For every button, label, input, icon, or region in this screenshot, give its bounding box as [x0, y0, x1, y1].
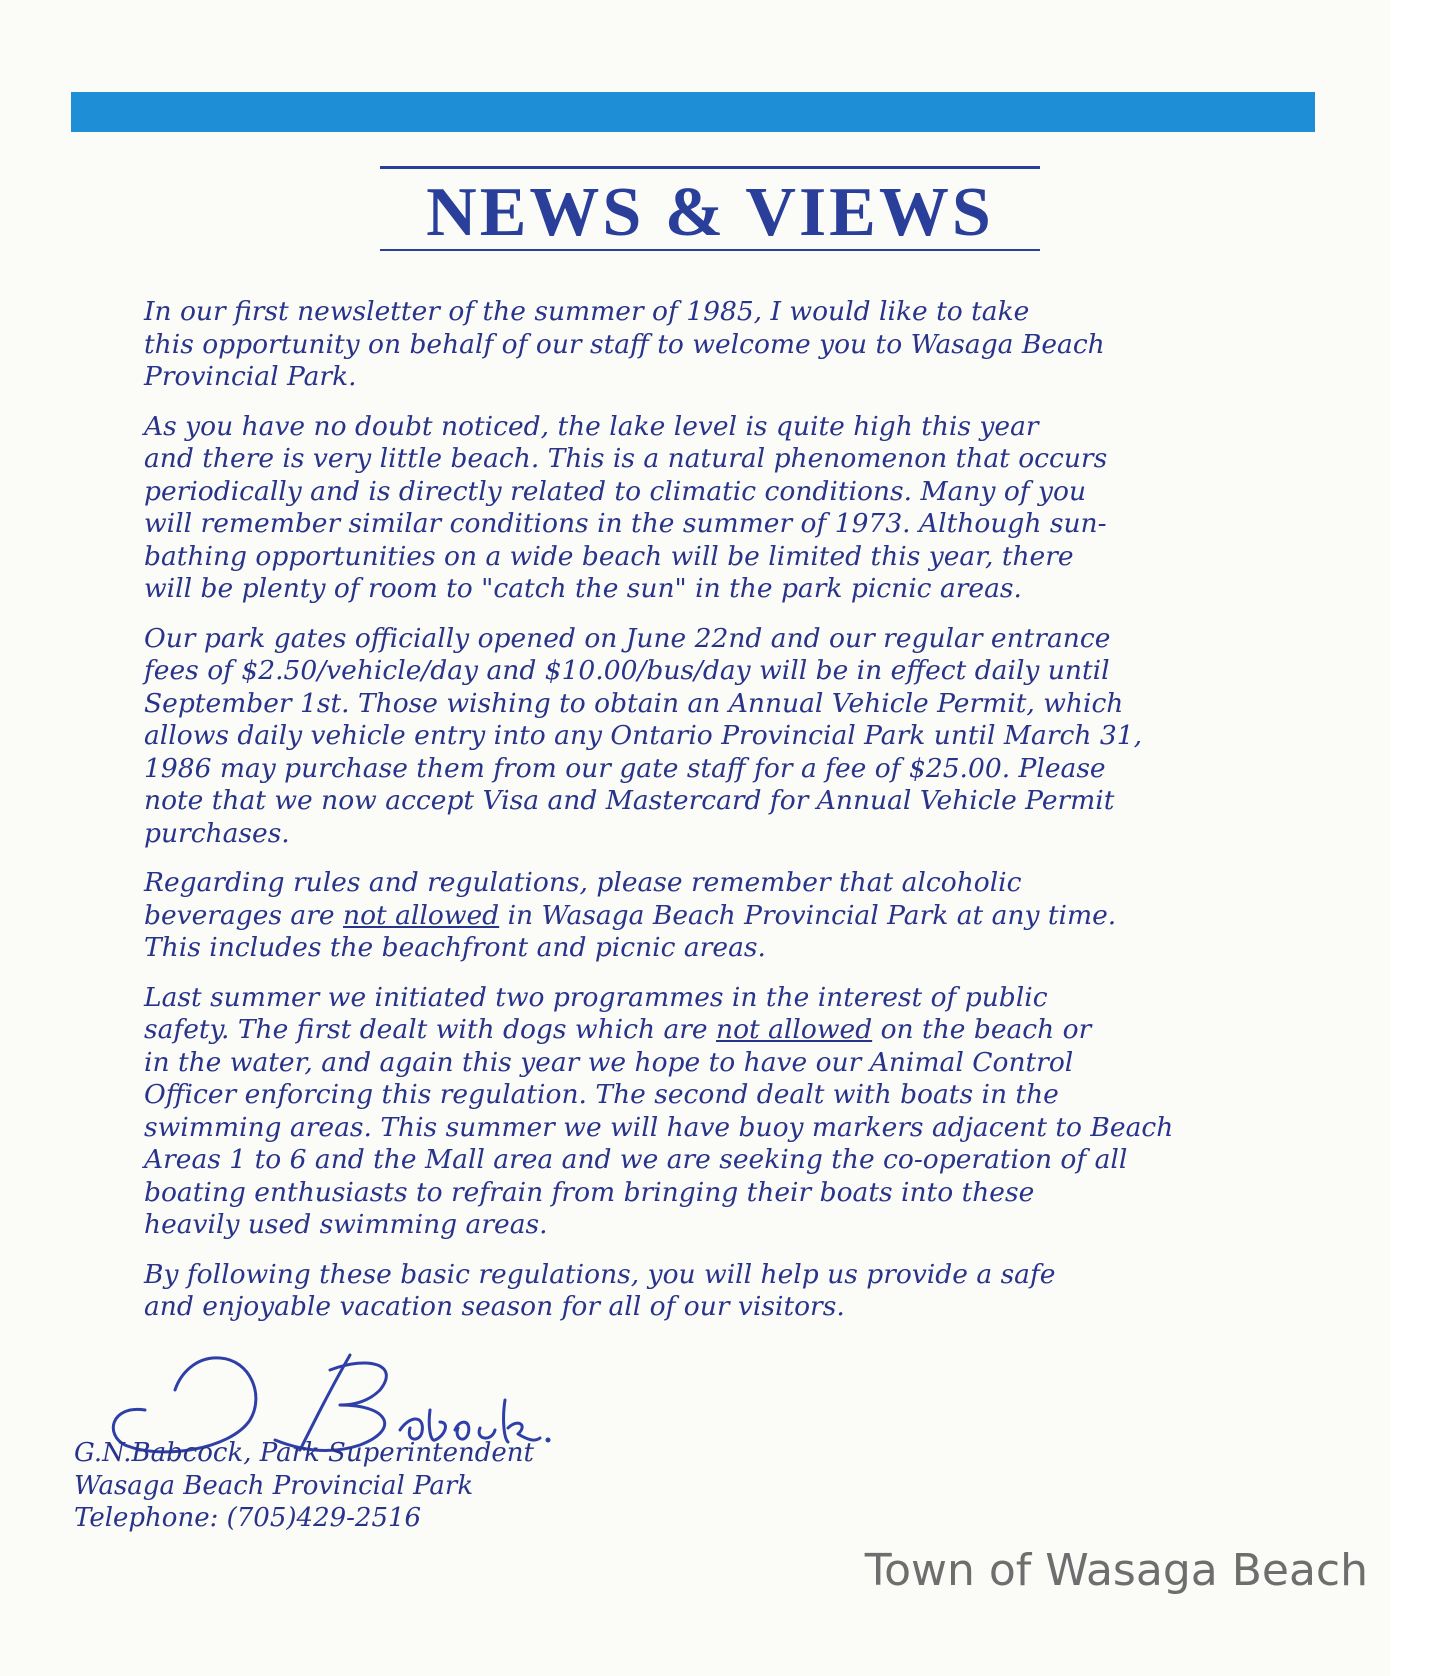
text-line: Officer enforcing this regulation. The second dealt with boats in the: [144, 1079, 1059, 1110]
text-line: As you have no doubt noticed, the lake level is quite high this year: [144, 410, 1039, 442]
signature-block: [74, 1437, 694, 1535]
text-line: Our park gates officially opened on June 22nd and our regular entrance: [144, 622, 1111, 654]
paragraph-rules: [78, 867, 1328, 965]
text-line: This includes the beachfront and picnic areas.: [144, 932, 766, 963]
signatory-name: G.N.Babcock, Park Superintendent: [74, 1438, 534, 1468]
text-line: boating enthusiasts to refrain from bringing their boats into these: [144, 1176, 1035, 1208]
paragraph-lake-level: [78, 411, 1328, 606]
text-line: Last summer we initiated two programmes in the interest of public: [144, 981, 1048, 1013]
text-line: Regarding rules and regulations, please remember that alcoholic: [144, 867, 1022, 898]
text-line: fees of $2.50/vehicle/day and $10.00/bus/day will be in effect daily until: [144, 655, 1110, 686]
title-rule-frame: [380, 166, 1040, 251]
paragraph-closing: [78, 1259, 1328, 1324]
watermark-credit: Town of Wasaga Beach: [864, 1545, 1368, 1596]
text-line: Provincial Park.: [144, 361, 357, 392]
text-line: purchases.: [144, 817, 290, 849]
text-line: [78, 1014, 1328, 1047]
text-line: note that we now accept Visa and Mastercard for Annual Vehicle Permit: [144, 785, 1115, 816]
text-line: In our first newsletter of the summer of 1985, I would like to take: [144, 296, 1030, 327]
underlined-text: not allowed: [343, 899, 500, 931]
page-edge: [1390, 0, 1450, 1676]
paragraph-safety: [78, 982, 1328, 1242]
text-line: September 1st. Those wishing to obtain an Annual Vehicle Permit, which: [144, 687, 1124, 719]
text-line: will remember similar conditions in the summer of 1973. Although sun-: [144, 508, 1107, 539]
text-segment: on the beach or: [872, 1014, 1092, 1045]
telephone-number: Telephone: (705)429-2516: [74, 1503, 422, 1533]
text-line: allows daily vehicle entry into any Ontario Provincial Park until March 31,: [144, 720, 1142, 751]
text-line: 1986 may purchase them from our gate staff for a fee of $25.00. Please: [144, 752, 1106, 784]
text-line: will be plenty of room to "catch the sun" in the park picnic areas.: [144, 573, 1022, 604]
paragraph-welcome: [78, 296, 1328, 394]
text-segment: beverages are: [144, 899, 344, 931]
text-line: in the water, and again this year we hope to have our Animal Control: [144, 1046, 1074, 1078]
paragraph-fees: [78, 623, 1328, 851]
text-line: and enjoyable vacation season for all of our visitors.: [144, 1291, 845, 1322]
text-line: this opportunity on behalf of our staff to welcome you to Wasaga Beach: [144, 328, 1105, 360]
text-line: Areas 1 to 6 and the Mall area and we are seeking the co-operation of all: [144, 1144, 1128, 1175]
text-line: bathing opportunities on a wide beach will be limited this year, there: [144, 540, 1074, 572]
underlined-text: not allowed: [716, 1014, 873, 1045]
text-line: By following these basic regulations, you will help us provide a safe: [144, 1258, 1056, 1290]
text-line: and there is very little beach. This is a natural phenomenon that occurs: [144, 443, 1108, 474]
text-line: [78, 900, 1328, 933]
newsletter-title: NEWS & VIEWS: [426, 174, 994, 251]
text-segment: safety. The first dealt with dogs which are: [144, 1014, 717, 1045]
text-line: periodically and is directly related to climatic conditions. Many of you: [144, 475, 1087, 507]
letter-body: [78, 296, 1328, 1341]
header-bar: [71, 92, 1315, 132]
text-line: heavily used swimming areas.: [144, 1209, 548, 1240]
organization-name: Wasaga Beach Provincial Park: [74, 1470, 474, 1501]
text-line: swimming areas. This summer we will have buoy markers adjacent to Beach: [144, 1111, 1174, 1143]
text-segment: in Wasaga Beach Provincial Park at any time.: [499, 899, 1117, 931]
